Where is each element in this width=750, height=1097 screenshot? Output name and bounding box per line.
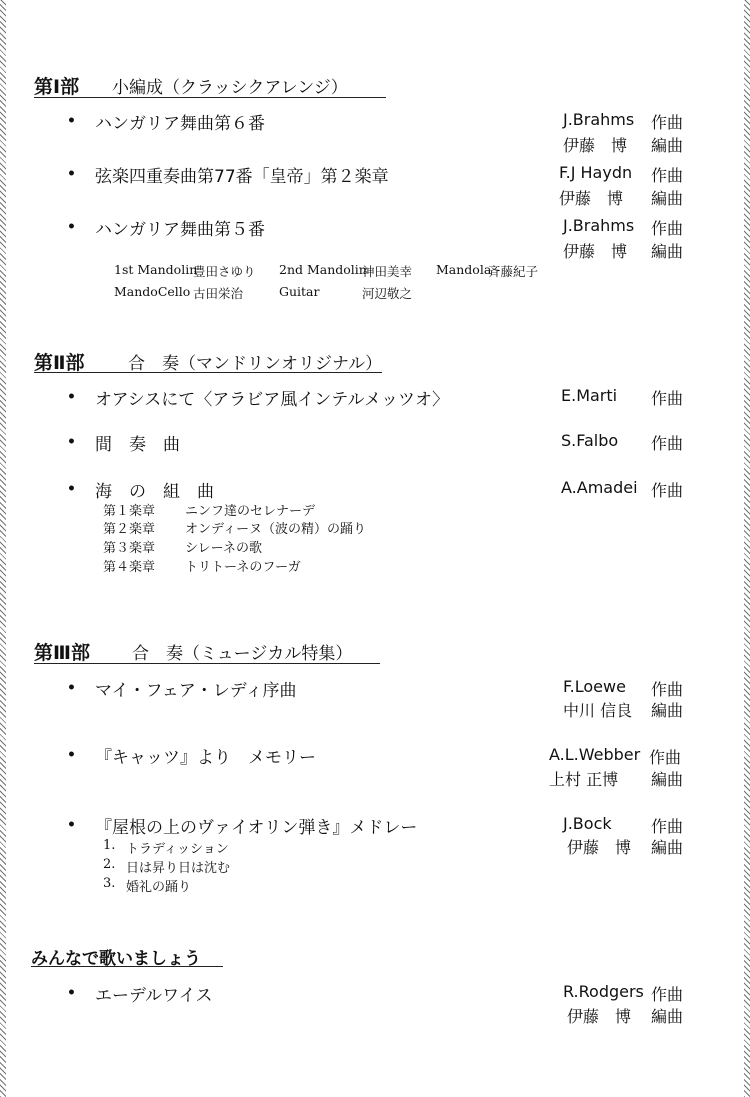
member-instrument: 1st Mandolin: [114, 262, 198, 277]
bullet: •: [67, 113, 76, 129]
arranger-role: 編曲: [651, 242, 684, 261]
composer: E.Marti: [561, 386, 618, 405]
part2-subtitle: 合 奏（マンドリンオリジナル）: [128, 354, 383, 374]
composer: J.Brahms: [563, 110, 635, 129]
member-name: 古田栄治: [193, 286, 244, 301]
arranger-role: 編曲: [651, 1007, 684, 1026]
arranger: 伊藤 博: [567, 1007, 632, 1026]
medley-name: トラディッション: [126, 842, 229, 857]
movement-name: ニンフ達のセレナーデ: [185, 504, 316, 519]
piece-title: エーデルワイス: [95, 986, 213, 1006]
medley-number: 3.: [103, 876, 116, 891]
arranger-role: 編曲: [651, 770, 684, 789]
member-name: 斉藤紀子: [488, 264, 539, 279]
composer-role: 作曲: [651, 434, 684, 453]
part2-label: 第Ⅱ部: [34, 352, 85, 374]
arranger-role: 編曲: [651, 136, 684, 155]
piece-title: 間 奏 曲: [95, 435, 180, 455]
composer: J.Brahms: [563, 216, 635, 235]
bullet: •: [67, 680, 76, 696]
medley-number: 1.: [103, 838, 116, 853]
member-instrument: 2nd Mandolin: [279, 262, 367, 277]
piece-title: ハンガリア舞曲第５番: [95, 220, 265, 240]
bullet: •: [67, 389, 76, 405]
right-perforation: [744, 0, 750, 1097]
movement-number: 第２楽章: [103, 522, 156, 537]
arranger: 上村 正博: [549, 770, 619, 789]
bullet: •: [67, 434, 76, 450]
composer-role: 作曲: [651, 481, 684, 500]
piece-title: 『屋根の上のヴァイオリン弾き』メドレー: [95, 818, 418, 838]
movement-number: 第４楽章: [103, 560, 156, 575]
medley-name: 日は昇り日は沈む: [126, 861, 231, 876]
composer-role: 作曲: [649, 748, 682, 767]
movement-number: 第３楽章: [103, 541, 156, 556]
composer: F.J Haydn: [559, 163, 633, 182]
part2-underline: [34, 372, 382, 373]
composer-role: 作曲: [651, 985, 684, 1004]
piece-title: マイ・フェア・レディ序曲: [95, 681, 297, 701]
part1-label: 第Ⅰ部: [34, 76, 80, 98]
bullet: •: [67, 817, 76, 833]
composer-role: 作曲: [651, 113, 684, 132]
arranger: 伊藤 博: [567, 838, 632, 857]
arranger-role: 編曲: [651, 838, 684, 857]
composer-role: 作曲: [651, 817, 684, 836]
piece-title: 弦楽四重奏曲第77番「皇帝」第２楽章: [95, 167, 389, 187]
composer: A.L.Webber: [549, 745, 641, 764]
member-instrument: MandoCello: [114, 284, 191, 299]
member-name: 豊田さゆり: [193, 264, 256, 279]
bullet: •: [67, 219, 76, 235]
member-name: 神田美幸: [362, 264, 413, 279]
bullet: •: [67, 481, 76, 497]
medley-number: 2.: [103, 857, 116, 872]
movement-name: シレーネの歌: [185, 541, 263, 556]
composer: J.Bock: [563, 814, 612, 833]
member-instrument: Guitar: [279, 284, 320, 299]
composer: A.Amadei: [561, 478, 638, 497]
medley-name: 婚礼の踊り: [126, 880, 192, 895]
composer: S.Falbo: [561, 431, 619, 450]
arranger: 中川 信良: [563, 701, 633, 720]
composer-role: 作曲: [651, 219, 684, 238]
part1-underline: [34, 97, 386, 98]
part3-underline: [34, 663, 380, 664]
bullet: •: [67, 166, 76, 182]
composer-role: 作曲: [651, 680, 684, 699]
singalong-underline: [31, 966, 223, 967]
arranger-role: 編曲: [651, 701, 684, 720]
piece-title: 海 の 組 曲: [95, 482, 214, 502]
arranger: 伊藤 博: [563, 136, 628, 155]
composer-role: 作曲: [651, 166, 684, 185]
bullet: •: [67, 985, 76, 1001]
piece-title: オアシスにて〈アラビア風インテルメッツオ〉: [95, 390, 449, 410]
part1-subtitle: 小編成（クラッシクアレンジ）: [112, 78, 348, 98]
composer: F.Loewe: [563, 677, 626, 696]
part3-subtitle: 合 奏（ミュージカル特集）: [132, 644, 353, 664]
arranger-role: 編曲: [651, 189, 684, 208]
piece-title: ハンガリア舞曲第６番: [95, 114, 265, 134]
member-name: 河辺敬之: [362, 286, 413, 301]
singalong-heading: みんなで歌いましょう: [31, 949, 201, 969]
part3-label: 第Ⅲ部: [34, 642, 90, 664]
bullet: •: [67, 747, 76, 763]
arranger: 伊藤 博: [563, 242, 628, 261]
piece-title: 『キャッツ』より メモリー: [95, 748, 316, 768]
movement-name: オンディーヌ（波の精）の踊り: [185, 522, 366, 537]
arranger: 伊藤 博: [559, 189, 624, 208]
movement-name: トリトーネのフーガ: [185, 560, 301, 575]
movement-number: 第１楽章: [103, 504, 156, 519]
member-instrument: Mandola: [436, 262, 492, 277]
left-perforation: [0, 0, 6, 1097]
composer-role: 作曲: [651, 389, 684, 408]
composer: R.Rodgers: [563, 982, 644, 1001]
